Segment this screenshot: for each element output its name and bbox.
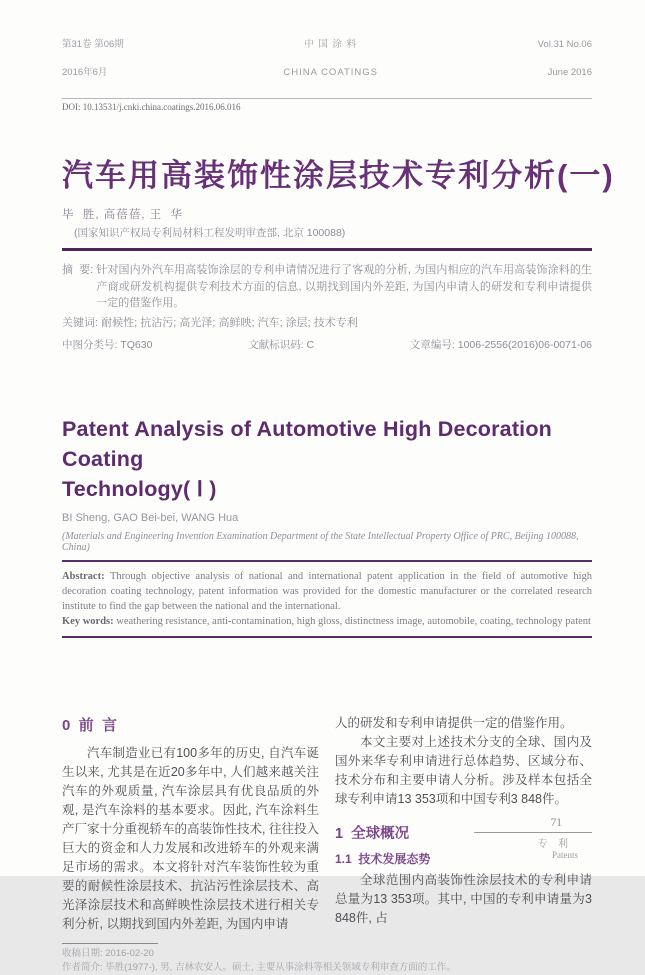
abstract-cn-row: [62, 262, 592, 312]
article-title-en: [62, 414, 592, 504]
abstract-cn-text: 针对国内外汽车用高装饰涂层的专利申请情况进行了客观的分析, 为国内相应的汽车用高装饰涂料的生产商或研发机构提供专利技术方面的信息, 以期找到国内外差距, 为国内申请人的研发和专利申请提供一定的借鉴作用。: [96, 264, 592, 309]
page-number: 71: [550, 817, 562, 829]
global-trend-paragraph: 全球范围内高装饰性涂层技术的专利申请总量为13 353项。其中, 中国的专利申请量为3 848件, 占: [335, 872, 592, 925]
column-name-cn: 专 利: [537, 839, 572, 850]
author-bio: 作者简介: 毕胜(1977-), 男, 吉林农安人。硕士, 主要从事涂料等相关领域专利审查方面的工作。: [62, 961, 456, 973]
footer-rule: [474, 832, 592, 833]
keywords-cn-text: 耐候性; 抗沾污; 高光泽; 高鲜映; 汽车; 涂层; 技术专利: [101, 316, 358, 329]
keywords-cn-label: 关键词:: [62, 316, 102, 329]
journal-masthead: [62, 24, 592, 99]
journal-title-cn: 中 国 涂 料: [304, 39, 358, 50]
keywords-en-label: Key words:: [62, 615, 117, 627]
intro-paragraph: 汽车制造业已有100多年的历史, 自汽车诞生以来, 尤其是在近20多年中, 人们越来越关注汽车的外观质量, 汽车涂层具有优良品质的外观, 是汽车涂料的基本要求。因此, 汽车涂料生产厂家十分重视轿车的高装饰性技术, 往往投入巨大的资金和人力发展和改进轿车的外观来满足市场的需求。本文将针对汽车装饰性较为重要的耐候性涂层技术、抗沾污性涂层技术、高光泽涂层技术和高鲜映性涂层技术进行相关专利分析, 以期找到国内外差距, 为国内申请: [62, 745, 319, 931]
document-code: 文献标识码: C: [248, 339, 315, 351]
abstract-cn-block: [62, 262, 592, 354]
footnote-block: [62, 943, 592, 975]
issue-date-cn: 2016年6月: [62, 67, 108, 78]
abstract-en-bottom-rule: [62, 636, 592, 638]
page-footer: [474, 816, 592, 860]
scope-paragraph: 本文主要对上述技术分支的全球、国内及国外来华专利申请进行总体趋势、区域分布、技术分布和主要申请人分析。涉及样本包括全球专利申请13 353项和中国专利3 848件。: [335, 734, 592, 806]
abstract-en-top-rule: [62, 560, 592, 562]
authors-cn: 毕 胜, 高蓓蓓, 王 华: [62, 209, 184, 221]
continuation-paragraph: 人的研发和专利申请提供一定的借鉴作用。: [335, 715, 573, 730]
abstract-cn-label: 摘 要:: [62, 264, 97, 276]
affiliation-cn: (国家知识产权局专利局材料工程发明审查部, 北京 100088): [74, 227, 346, 239]
keywords-cn-row: [62, 315, 592, 332]
affiliation-en: (Materials and Engineering Invention Examination Department of the State Intellectual Property Office of PRC, Beijing 100088, China): [62, 530, 579, 553]
masthead-journal-title: [283, 24, 378, 94]
keywords-en-text: weathering resistance, anti-contamination, high gloss, distinctness image, automobile, coating, technology patent: [116, 615, 591, 627]
title-divider-rule: [62, 248, 592, 251]
abstract-en: [62, 569, 592, 629]
masthead-volume-issue-en: [538, 24, 592, 94]
volume-issue-en: Vol.31 No.06: [537, 39, 592, 50]
authors-en: BI Sheng, GAO Bei-bei, WANG Hua: [62, 511, 239, 524]
received-date: 收稿日期: 2016-02-20: [62, 947, 154, 959]
footnote-rule: [62, 943, 158, 944]
section-0-heading: 0 前 言: [62, 716, 118, 734]
left-column: [62, 714, 319, 934]
article-title-en-line2: Technology( Ⅰ ): [62, 476, 217, 501]
article-id: 文章编号: 1006-2556(2016)06-0071-06: [409, 339, 592, 351]
abstract-en-text: Through objective analysis of national and international patent application in the field of automotive high decoration coating technology, patent information was provided for the domestic manufacturer or the correlated research institute to find the gap between the national and the international.: [62, 570, 592, 612]
masthead-volume-issue: [62, 24, 124, 94]
classification-row: [62, 337, 592, 354]
article-title-en-line1: Patent Analysis of Automotive High Decoration Coating: [62, 416, 553, 471]
volume-issue-cn: 第31卷 第06期: [62, 39, 124, 50]
column-name-en: Patents: [552, 850, 578, 860]
abstract-en-label: Abstract:: [62, 570, 110, 582]
clc-number: 中图分类号: TQ630: [62, 339, 153, 351]
section-1-1-heading: 1.1 技术发展态势: [335, 851, 431, 866]
article-title-cn: 汽车用高装饰性涂层技术专利分析(一): [62, 158, 615, 193]
doi: DOI: 10.13531/j.cnki.china.coatings.2016.06.016: [62, 102, 241, 112]
journal-title-en: CHINA COATINGS: [283, 67, 378, 78]
issue-date-en: June 2016: [547, 67, 592, 78]
section-1-heading: 1 全球概况: [335, 825, 410, 842]
